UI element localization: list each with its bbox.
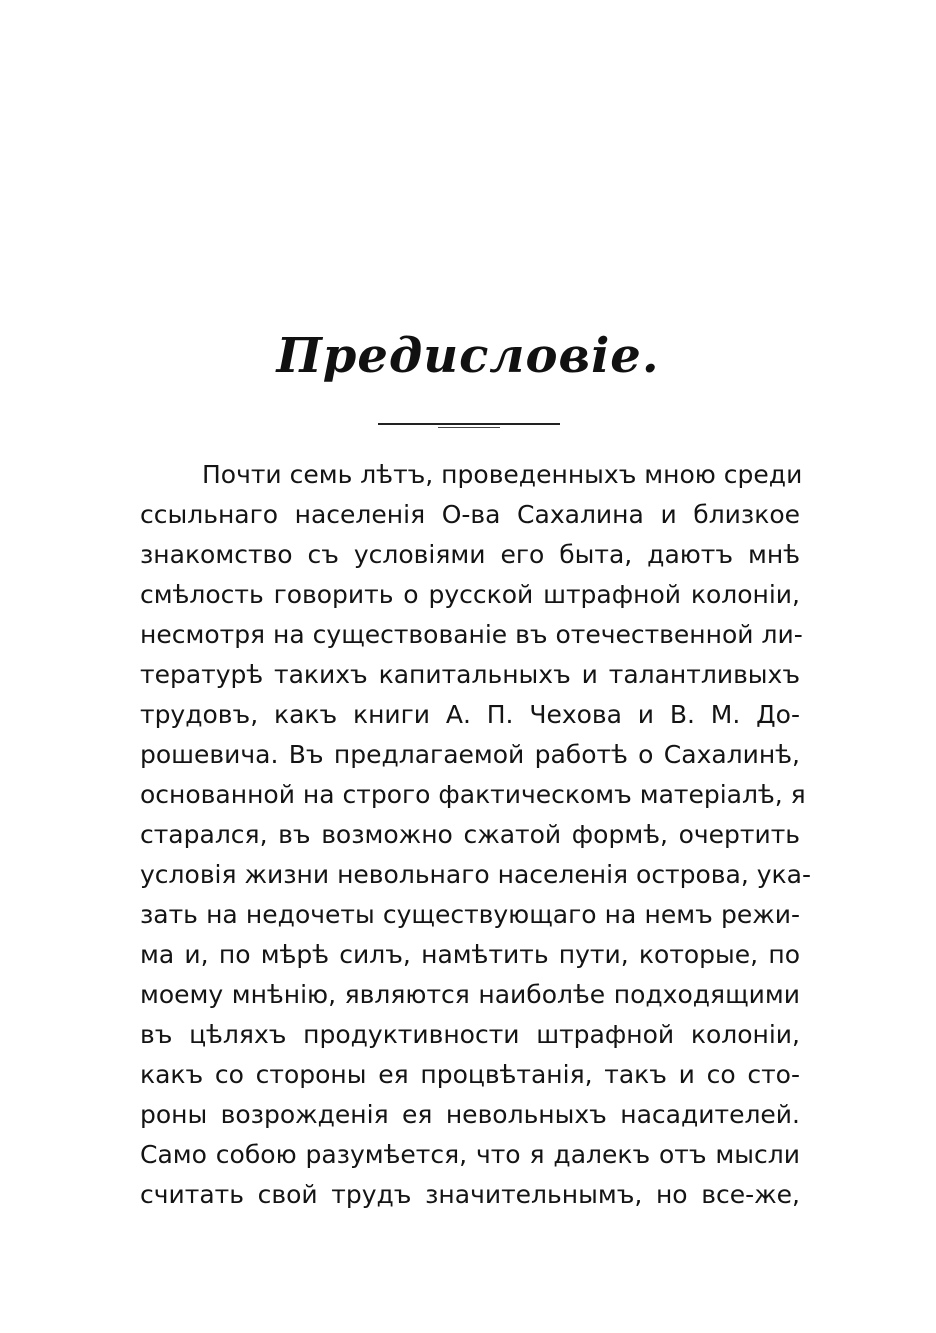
text-line: роны возрожденія ея невольныхъ насадителей. xyxy=(140,1100,800,1129)
text-line: считать свой трудъ значительнымъ, но все-же, xyxy=(140,1180,800,1209)
text-line: Почти семь лѣтъ, проведенныхъ мною среди xyxy=(202,460,803,489)
text-line: ссыльнаго населенія О-ва Сахалина и близкое xyxy=(140,500,800,529)
text-line: знакомство съ условіями его быта, даютъ мнѣ xyxy=(140,540,800,569)
text-line: смѣлость говорить о русской штрафной колоніи, xyxy=(140,580,800,609)
text-line: ма и, по мѣрѣ силъ, намѣтить пути, которые, по xyxy=(140,940,800,969)
text-line: зать на недочеты существующаго на немъ режи- xyxy=(140,900,800,929)
text-line: рошевича. Въ предлагаемой работѣ о Сахалинѣ, xyxy=(140,740,800,769)
text-line: старался, въ возможно сжатой формѣ, очертить xyxy=(140,820,800,849)
body-text xyxy=(140,455,811,1215)
title-rule xyxy=(378,423,560,425)
text-line: трудовъ, какъ книги А. П. Чехова и В. М. До- xyxy=(140,700,800,729)
text-line: условія жизни невольнаго населенія острова, ука- xyxy=(140,860,811,889)
title-rule-ornament xyxy=(438,427,500,428)
page-title: Предисловіе. xyxy=(276,328,660,384)
text-line: моему мнѣнію, являются наиболѣе подходящими xyxy=(140,980,800,1009)
text-line: тературѣ такихъ капитальныхъ и талантливыхъ xyxy=(140,660,800,689)
text-line: Само собою разумѣется, что я далекъ отъ мысли xyxy=(140,1140,800,1169)
text-line: какъ со стороны ея процвѣтанія, такъ и со сто- xyxy=(140,1060,800,1089)
text-line: въ цѣляхъ продуктивности штрафной колоніи, xyxy=(140,1020,800,1049)
text-line: основанной на строго фактическомъ матеріалѣ, я xyxy=(140,780,806,809)
text-line: несмотря на существованіе въ отечественной ли- xyxy=(140,620,803,649)
